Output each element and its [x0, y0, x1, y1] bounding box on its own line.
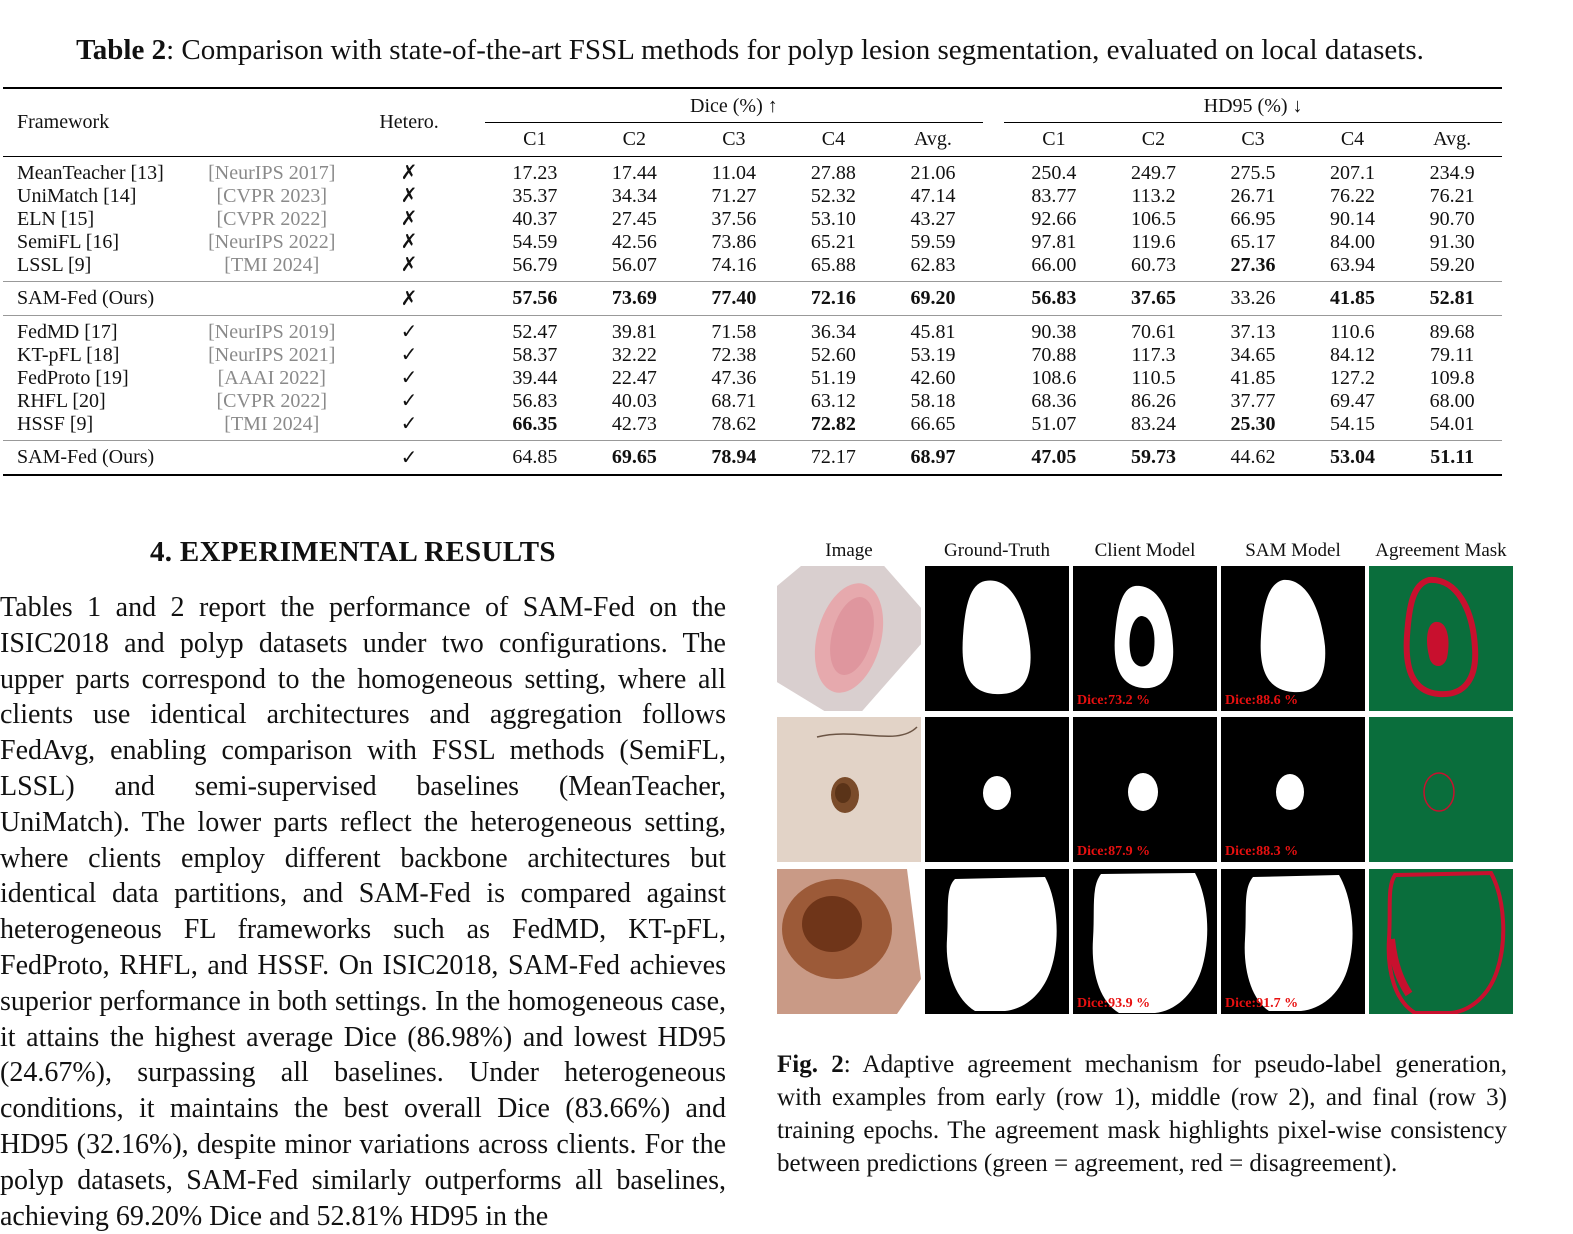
hd95-cell [1104, 282, 1204, 316]
fig-row1-ground-truth [925, 566, 1069, 711]
dice-cell: 72.38 [711, 344, 757, 366]
dice-c4-header: C4 [784, 123, 884, 157]
hd95-cell: 234.9 [1429, 162, 1475, 184]
dice-cell: 17.23 [512, 162, 558, 184]
gap-cell [464, 441, 485, 476]
dice-cell: 21.06 [910, 162, 956, 184]
table-row [3, 367, 1502, 390]
skin-lesion-image [777, 717, 921, 862]
table-row [3, 157, 1502, 186]
client-dice-label: Dice:93.9 % [1077, 996, 1151, 1011]
hd95-cell-value: 47.05 [1031, 446, 1077, 468]
dice-cell [485, 282, 585, 316]
sam-model-mask [1221, 566, 1365, 711]
dice-c1-header: C1 [485, 123, 585, 157]
hd95-cell: 119.6 [1131, 231, 1176, 253]
hetero-mark: ✓ [400, 390, 418, 412]
hd95-cell: 69.47 [1330, 390, 1376, 412]
hd95-group-label: HD95 (%) ↓ [1203, 94, 1303, 117]
fig-row1-client-model [1073, 566, 1217, 711]
hd95-cell: 44.62 [1203, 441, 1303, 476]
heterogeneous-ours-row [3, 441, 1502, 476]
table-row [3, 316, 1502, 345]
gap-cell [983, 231, 1004, 254]
hd95-cell: 37.13 [1230, 321, 1276, 343]
method-venue [189, 282, 354, 316]
hd95-cell: 249.7 [1130, 162, 1176, 184]
method-venue [189, 441, 354, 476]
method-venue: [NeurIPS 2017] [208, 162, 336, 184]
dice-cell: 32.22 [611, 344, 657, 366]
dice-cell-value: 68.97 [910, 446, 956, 468]
agreement-mask-image [1369, 869, 1513, 1014]
dice-cell: 40.37 [512, 208, 558, 230]
method-name: KT-pFL [18] [17, 344, 120, 366]
col-title-client-model: Client Model [1094, 540, 1196, 561]
ground-truth-mask [925, 566, 1069, 711]
gap-cell [983, 208, 1004, 231]
dice-cell-value: 69.65 [611, 446, 657, 468]
table-caption-label: Table 2 [76, 34, 167, 66]
dice-cell: 17.44 [611, 162, 657, 184]
hd95-cell [1303, 282, 1403, 316]
dice-cell-value: 72.16 [810, 287, 856, 309]
hd95-cell: 26.71 [1230, 185, 1276, 207]
dice-cell: 34.34 [611, 185, 657, 207]
dice-cell: 22.47 [611, 367, 657, 389]
dice-group-label: Dice (%) ↑ [690, 94, 778, 117]
table-row [3, 344, 1502, 367]
hd95-cell: 90.38 [1031, 321, 1077, 343]
hd95-cell [1004, 441, 1104, 476]
hd95-cell [1203, 254, 1303, 282]
hetero-mark: ✓ [400, 344, 418, 366]
dice-cell: 52.47 [512, 321, 558, 343]
method-venue: [CVPR 2023] [216, 185, 328, 207]
dice-cell: 45.81 [910, 321, 956, 343]
figure-caption [777, 1048, 1507, 1180]
dice-group-header [485, 88, 983, 123]
skin-lesion-image [777, 869, 921, 1014]
table-caption-text: : Comparison with state-of-the-art FSSL methods for polyp lesion segmentation, evaluated on local datasets. [166, 34, 1424, 66]
dice-cell: 39.81 [611, 321, 657, 343]
gap-cell [983, 367, 1004, 390]
venue-header [189, 88, 354, 157]
dice-cell: 73.86 [711, 231, 757, 253]
gap-cell [464, 208, 485, 231]
dice-cell: 54.59 [512, 231, 558, 253]
hd95-cell: 90.14 [1330, 208, 1376, 230]
hd95-cell: 110.6 [1330, 321, 1375, 343]
dice-cell [585, 282, 685, 316]
hd95-cell-value: 52.81 [1429, 287, 1475, 309]
hetero-mark: ✓ [400, 413, 418, 435]
gap-cell [464, 88, 485, 157]
hd95-cell: 113.2 [1131, 185, 1176, 207]
dice-cell: 42.73 [611, 413, 657, 435]
dice-cell [684, 282, 784, 316]
sam-dice-label: Dice:88.3 % [1225, 844, 1299, 859]
method-name: FedProto [19] [17, 367, 129, 389]
hd95-cell: 59.20 [1429, 254, 1475, 276]
dice-cell: 51.19 [810, 367, 856, 389]
dice-cell: 58.37 [512, 344, 558, 366]
hd95-cell: 117.3 [1131, 344, 1176, 366]
method-venue: [AAAI 2022] [217, 367, 326, 389]
dice-cell: 27.45 [611, 208, 657, 230]
gap-cell [983, 344, 1004, 367]
hd95-cell: 79.11 [1430, 344, 1475, 366]
hd95-cell [1203, 413, 1303, 441]
hd95-cell: 68.36 [1031, 390, 1077, 412]
hetero-mark: ✓ [354, 441, 463, 476]
ours-row [3, 282, 1502, 316]
ground-truth-mask [925, 869, 1069, 1014]
dice-cell [684, 441, 784, 476]
fig-row3-client-model [1073, 869, 1217, 1014]
hetero-mark: ✗ [400, 185, 418, 207]
hd95-cell-value: 37.65 [1130, 287, 1176, 309]
method-name: HSSF [9] [17, 413, 94, 435]
hd95-cell: 83.77 [1031, 185, 1077, 207]
hd95-cell: 51.07 [1031, 413, 1077, 435]
client-model-mask [1073, 717, 1217, 862]
method-venue: [CVPR 2022] [216, 390, 328, 412]
hd95-c3-header: C3 [1203, 123, 1303, 157]
hd95-cell: 92.66 [1031, 208, 1077, 230]
hd95-cell: 89.68 [1429, 321, 1475, 343]
method-name: SAM-Fed (Ours) [3, 441, 189, 476]
hd95-cell-value: 41.85 [1330, 287, 1376, 309]
dice-cell [883, 441, 983, 476]
dice-cell: 64.85 [485, 441, 585, 476]
hd95-cell: 68.00 [1429, 390, 1475, 412]
table-row [3, 231, 1502, 254]
hetero-mark: ✗ [400, 254, 418, 276]
sam-dice-label: Dice:91.7 % [1225, 996, 1299, 1011]
hd95-cell: 41.85 [1230, 367, 1276, 389]
dice-cell: 40.03 [611, 390, 657, 412]
gap-cell [983, 88, 1004, 157]
heterogeneous-rows [3, 316, 1502, 441]
gap-cell [983, 185, 1004, 208]
dice-cell: 11.04 [711, 162, 756, 184]
sam-dice-label: Dice:88.6 % [1225, 693, 1299, 708]
hd95-cell: 90.70 [1429, 208, 1475, 230]
gap-cell [983, 413, 1004, 441]
dice-cell: 36.34 [810, 321, 856, 343]
hd95-cell [1402, 282, 1502, 316]
hd95-cell: 108.6 [1031, 367, 1077, 389]
dice-cell: 43.27 [910, 208, 956, 230]
dice-cell: 62.83 [910, 254, 956, 276]
gap-cell [983, 316, 1004, 345]
client-dice-label: Dice:87.9 % [1077, 844, 1151, 859]
gap-cell [983, 390, 1004, 413]
dice-cell: 68.71 [711, 390, 757, 412]
dice-avg-header: Avg. [883, 123, 983, 157]
dice-cell-value: 57.56 [512, 287, 558, 309]
hd95-cell: 86.26 [1130, 390, 1176, 412]
dice-cell: 35.37 [512, 185, 558, 207]
results-table [3, 87, 1502, 476]
agreement-mask-image [1369, 566, 1513, 711]
dice-cell: 42.56 [611, 231, 657, 253]
dice-cell: 65.21 [810, 231, 856, 253]
col-title-ground-truth: Ground-Truth [944, 540, 1050, 561]
hd95-cell: 109.8 [1429, 367, 1475, 389]
hd95-cell: 70.88 [1031, 344, 1077, 366]
dice-cell: 56.79 [512, 254, 558, 276]
method-name: LSSL [9] [17, 254, 92, 276]
gap-cell [464, 344, 485, 367]
hd95-cell-value: 53.04 [1330, 446, 1376, 468]
col-title-agreement-mask: Agreement Mask [1375, 540, 1507, 561]
hd95-group-header [1004, 88, 1502, 123]
table-row [3, 413, 1502, 441]
gap-cell [983, 157, 1004, 186]
dice-c2-header: C2 [585, 123, 685, 157]
framework-header: Framework [3, 88, 189, 157]
dice-cell: 39.44 [512, 367, 558, 389]
fig-row3-image [777, 869, 921, 1014]
hd95-cell: 66.00 [1031, 254, 1077, 276]
dice-cell: 65.88 [810, 254, 856, 276]
hd95-cell: 60.73 [1130, 254, 1176, 276]
dice-cell: 47.14 [910, 185, 956, 207]
dice-cell [485, 413, 585, 441]
method-venue: [CVPR 2022] [216, 208, 328, 230]
gap-cell [464, 157, 485, 186]
dice-cell: 53.10 [810, 208, 856, 230]
dice-cell: 52.32 [810, 185, 856, 207]
table-header-row [3, 88, 1502, 123]
gap-cell [464, 316, 485, 345]
hd95-cell: 84.00 [1330, 231, 1376, 253]
hetero-header: Hetero. [354, 88, 463, 157]
dice-cell-value: 66.35 [512, 413, 558, 435]
gap-cell [464, 413, 485, 441]
hd95-cell: 33.26 [1203, 282, 1303, 316]
figure-caption-label: Fig. 2 [777, 1051, 844, 1078]
dice-cell: 56.07 [611, 254, 657, 276]
gap-cell [464, 282, 485, 316]
hd95-cell: 66.95 [1230, 208, 1276, 230]
table-row [3, 208, 1502, 231]
dice-c3-header: C3 [684, 123, 784, 157]
dice-group-rule [485, 122, 983, 123]
fig-row3-ground-truth [925, 869, 1069, 1014]
gap-cell [983, 254, 1004, 282]
hd95-cell: 91.30 [1429, 231, 1475, 253]
fig-row1-image [777, 566, 921, 711]
method-venue: [NeurIPS 2021] [208, 344, 336, 366]
hd95-cell: 34.65 [1230, 344, 1276, 366]
fig-row2-client-model [1073, 717, 1217, 862]
hd95-cell: 54.15 [1330, 413, 1376, 435]
fig-row2-agreement-mask [1369, 717, 1513, 862]
hd95-cell: 106.5 [1130, 208, 1176, 230]
col-title-image: Image [825, 540, 873, 561]
hetero-mark: ✗ [400, 208, 418, 230]
dice-cell: 58.18 [910, 390, 956, 412]
hd95-c2-header: C2 [1104, 123, 1204, 157]
dice-cell-value: 78.94 [711, 446, 757, 468]
hd95-cell: 207.1 [1330, 162, 1376, 184]
hd95-avg-header: Avg. [1402, 123, 1502, 157]
hd95-group-rule [1004, 122, 1502, 123]
section-title: 4. EXPERIMENTAL RESULTS [150, 536, 556, 568]
dice-cell: 53.19 [910, 344, 956, 366]
hd95-c4-header: C4 [1303, 123, 1403, 157]
agreement-mask-image [1369, 717, 1513, 862]
hetero-mark: ✗ [400, 162, 418, 184]
hd95-cell [1004, 282, 1104, 316]
method-name: SemiFL [16] [17, 231, 120, 253]
hd95-cell-value: 25.30 [1230, 413, 1276, 435]
method-name: UniMatch [14] [17, 185, 137, 207]
sam-model-mask [1221, 717, 1365, 862]
method-name: RHFL [20] [17, 390, 106, 412]
dice-cell-value: 77.40 [711, 287, 757, 309]
hd95-cell: 70.61 [1130, 321, 1176, 343]
hd95-cell [1104, 441, 1204, 476]
dice-cell: 37.56 [711, 208, 757, 230]
hd95-cell: 37.77 [1230, 390, 1276, 412]
gap-cell [983, 282, 1004, 316]
hd95-cell: 65.17 [1230, 231, 1276, 253]
dice-cell: 59.59 [910, 231, 956, 253]
method-name: SAM-Fed (Ours) [3, 282, 189, 316]
skin-lesion-image [777, 566, 921, 711]
fig-row3-agreement-mask [1369, 869, 1513, 1014]
method-venue: [NeurIPS 2022] [208, 231, 336, 253]
table-row [3, 254, 1502, 282]
col-title-sam-model: SAM Model [1245, 540, 1341, 561]
hd95-cell [1303, 441, 1403, 476]
hd95-cell: 127.2 [1330, 367, 1376, 389]
hd95-cell: 76.21 [1429, 185, 1475, 207]
hd95-cell: 76.22 [1330, 185, 1376, 207]
hetero-mark: ✓ [400, 321, 418, 343]
dice-cell-value: 73.69 [611, 287, 657, 309]
hetero-mark: ✗ [354, 282, 463, 316]
method-venue: [TMI 2024] [224, 413, 320, 435]
hd95-cell-value: 59.73 [1130, 446, 1176, 468]
hd95-cell: 84.12 [1330, 344, 1376, 366]
hd95-cell: 275.5 [1230, 162, 1276, 184]
dice-cell-value: 72.82 [810, 413, 856, 435]
dice-cell-value: 69.20 [910, 287, 956, 309]
fig-row1-agreement-mask [1369, 566, 1513, 711]
fig-row3-sam-model [1221, 869, 1365, 1014]
method-name: ELN [15] [17, 208, 95, 230]
fig-row2-image [777, 717, 921, 862]
hd95-cell: 97.81 [1031, 231, 1077, 253]
dice-cell: 74.16 [711, 254, 757, 276]
dice-cell: 71.27 [711, 185, 757, 207]
hetero-mark: ✓ [400, 367, 418, 389]
homogeneous-rows [3, 157, 1502, 282]
hd95-cell: 54.01 [1429, 413, 1475, 435]
hd95-c1-header: C1 [1004, 123, 1104, 157]
dice-cell: 72.17 [784, 441, 884, 476]
section-body: Tables 1 and 2 report the performance of SAM-Fed on the ISIC2018 and polyp datasets under two configurations. The upper parts correspond to the homogeneous setting, where all clients use identical architectures and aggregation follows FedAvg, enabling comparison with FSSL methods (SemiFL, LSSL) and semi-supervised baselines (MeanTeacher, UniMatch). The lower parts reflect the heterogeneous setting, where clients employ different backbone architectures but identical data partitions, and SAM-Fed is compared against heterogeneous FL frameworks such as FedMD, KT-pFL, FedProto, RHFL, and HSSF. On ISIC2018, SAM-Fed achieves superior performance in both settings. In the homogeneous case, it attains the highest average Dice (86.98%) and lowest HD95 (24.67%), surpassing all baselines. Under heterogeneous conditions, it maintains the best overall Dice (83.66%) and HD95 (32.16%), despite minor variations across clients. For the polyp datasets, SAM-Fed similarly outperforms all baselines, achieving 69.20% Dice and 52.81% HD95 in the [0, 592, 726, 1232]
dice-cell: 56.83 [512, 390, 558, 412]
method-venue: [NeurIPS 2019] [208, 321, 336, 343]
gap-cell [464, 185, 485, 208]
dice-cell: 52.60 [810, 344, 856, 366]
fig-row2-ground-truth [925, 717, 1069, 862]
ground-truth-mask [925, 717, 1069, 862]
dice-cell [784, 282, 884, 316]
dice-cell [883, 282, 983, 316]
dice-cell: 47.36 [711, 367, 757, 389]
dice-cell [784, 413, 884, 441]
table-row [3, 390, 1502, 413]
method-name: MeanTeacher [13] [17, 162, 164, 184]
gap-cell [464, 390, 485, 413]
hd95-cell-value: 56.83 [1031, 287, 1077, 309]
hd95-cell: 83.24 [1130, 413, 1176, 435]
client-model-mask [1073, 869, 1217, 1014]
figure-2 [776, 540, 1516, 1015]
figure-caption-text: : Adaptive agreement mechanism for pseudo-label generation, with examples from early (row 1), middle (row 2), and final (row 3) training epochs. The agreement mask highlights pixel-wise consistency between predictions (green = agreement, red = disagreement). [777, 1051, 1507, 1177]
gap-cell [464, 367, 485, 390]
client-dice-label: Dice:73.2 % [1077, 693, 1151, 708]
gap-cell [464, 231, 485, 254]
hetero-mark: ✗ [400, 231, 418, 253]
dice-cell: 66.65 [910, 413, 956, 435]
dice-cell: 71.58 [711, 321, 757, 343]
hd95-cell: 110.5 [1131, 367, 1176, 389]
method-venue: [TMI 2024] [224, 254, 320, 276]
table-caption [0, 30, 1500, 70]
fig-row1-sam-model [1221, 566, 1365, 711]
table-row [3, 185, 1502, 208]
client-model-mask [1073, 566, 1217, 711]
dice-cell: 27.88 [810, 162, 856, 184]
fig-row2-sam-model [1221, 717, 1365, 862]
hd95-cell-value: 27.36 [1230, 254, 1276, 276]
gap-cell [983, 441, 1004, 476]
gap-cell [464, 254, 485, 282]
dice-cell [585, 441, 685, 476]
hd95-cell: 63.94 [1330, 254, 1376, 276]
homogeneous-ours-row [3, 282, 1502, 316]
dice-cell: 42.60 [910, 367, 956, 389]
hd95-cell [1402, 441, 1502, 476]
hd95-cell-value: 51.11 [1430, 446, 1475, 468]
ours-row [3, 441, 1502, 476]
sam-model-mask [1221, 869, 1365, 1014]
dice-cell: 63.12 [810, 390, 856, 412]
method-name: FedMD [17] [17, 321, 118, 343]
hd95-cell: 250.4 [1031, 162, 1077, 184]
dice-cell: 78.62 [711, 413, 757, 435]
